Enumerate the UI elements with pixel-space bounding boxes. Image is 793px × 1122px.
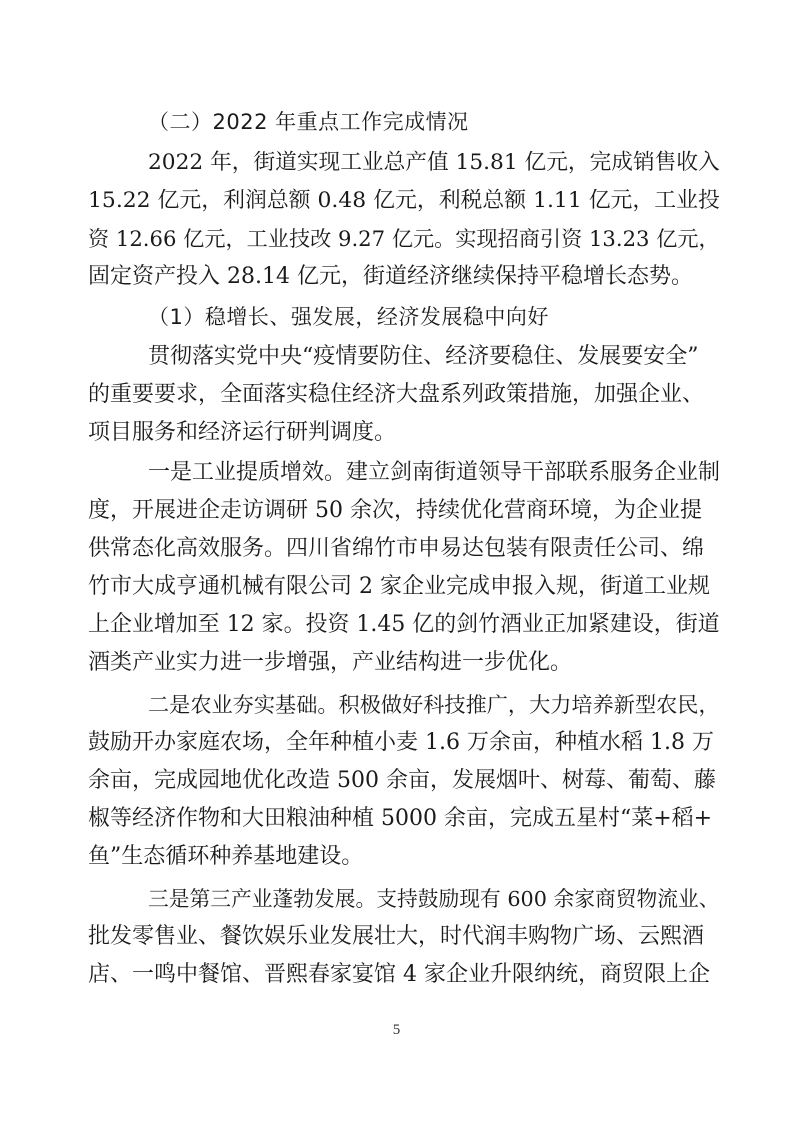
paragraph-line: 资 12.66 亿元，工业技改 9.27 亿元。实现招商引资 13.23 亿元， (88, 226, 720, 251)
subsection-heading: （1）稳增长、强发展，经济发展稳中向好 (148, 305, 549, 329)
paragraph-line: 二是农业夯实基础。积极做好科技推广，大力培养新型农民， (148, 692, 720, 717)
page-number: 5 (392, 1022, 401, 1038)
paragraph-line: 2022 年，街道实现工业总产值 15.81 亿元，完成销售收入 (148, 150, 720, 175)
paragraph-line: 的重要要求，全面落实稳住经济大盘系列政策措施，加强企业、 (88, 382, 705, 407)
paragraph-line: 竹市大成亨通机械有限公司 2 家企业完成申报入规，街道工业规 (88, 574, 710, 599)
paragraph-line: 批发零售业、餐饮娱乐业发展壮大，时代润丰购物广场、云熙酒 (88, 924, 705, 949)
paragraph-line: 店、一鸣中餐馆、晋熙春家宴馆 4 家企业升限纳统，商贸限上企 (88, 962, 710, 987)
paragraph-line: 鼓励开办家庭农场，全年种植小麦 1.6 万余亩，种植水稻 1.8 万 (88, 730, 714, 755)
paragraph-line: 鱼”生态循环种养基地建设。 (88, 844, 364, 869)
paragraph-line: 一是工业提质增效。建立剑南街道领导干部联系服务企业制 (148, 460, 721, 485)
paragraph-line: 上企业增加至 12 家。投资 1.45 亿的剑竹酒业正加紧建设，街道 (88, 612, 720, 637)
paragraph-line: 15.22 亿元，利润总额 0.48 亿元，利税总额 1.11 亿元，工业投 (88, 188, 720, 213)
paragraph-line: 三是第三产业蓬勃发展。支持鼓励现有 600 余家商贸物流业、 (148, 887, 720, 911)
paragraph-line: 椒等经济作物和大田粮油种植 5000 余亩，完成五星村“菜+稻+ (88, 806, 713, 831)
paragraph-line: 贯彻落实党中央“疫情要防住、经济要稳住、发展要安全” (148, 344, 699, 369)
section-heading: （二）2022 年重点工作完成情况 (148, 110, 469, 134)
paragraph-line: 固定资产投入 28.14 亿元，街道经济继续保持平稳增长态势。 (88, 264, 693, 289)
paragraph-line: 项目服务和经济运行研判调度。 (88, 420, 397, 445)
paragraph-line: 供常态化高效服务。四川省绵竹市申易达包装有限责任公司、绵 (88, 536, 705, 561)
paragraph-line: 余亩，完成园地优化改造 500 余亩，发展烟叶、树莓、葡萄、藤 (88, 768, 716, 793)
paragraph-line: 度，开展进企走访调研 50 余次，持续优化营商环境，为企业提 (88, 498, 702, 523)
paragraph-line: 酒类产业实力进一步增强，产业结构进一步优化。 (88, 650, 573, 675)
